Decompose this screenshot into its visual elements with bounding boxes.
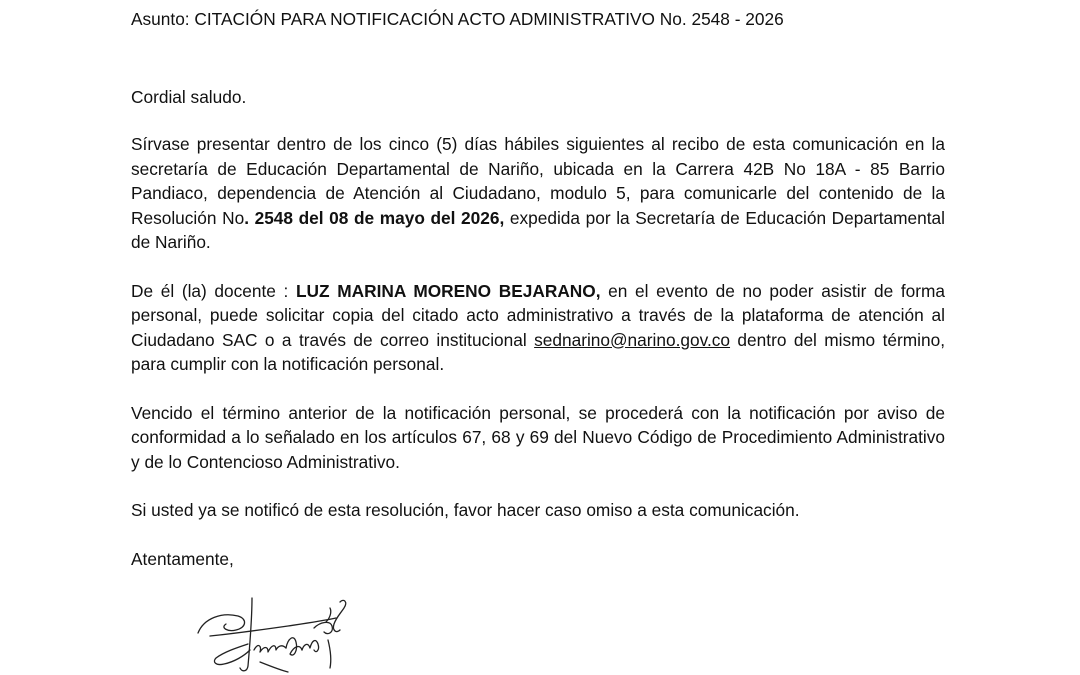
subject-line: Asunto: CITACIÓN PARA NOTIFICACIÓN ACTO ADMINISTRATIVO No. 2548 - 2026 — [131, 9, 784, 29]
paragraph-citation-text-1: Sírvase presentar dentro de los cinco (5) días hábiles siguientes al recibo de esta comunicación en la secretaría de Educación Departamental de Nariño, ubicada en la Carrera 42B No 18A - 85 Barrio Pandiaco, dependencia de Atención al Ciudadano, modulo 5, para comunicarle del contenido de la Resolución No — [131, 134, 945, 228]
paragraph-citation — [131, 132, 945, 255]
paragraph-recipient — [131, 279, 945, 377]
handwritten-signature — [190, 588, 360, 675]
letter-body — [131, 7, 945, 571]
greeting: Cordial saludo. — [131, 86, 247, 107]
paragraph-ignore: Si usted ya se notificó de esta resolución, favor hacer caso omiso a esta comunicación. — [131, 500, 800, 520]
paragraph-citation-text-2: expedida por la Secretaría de Educación Departamental de Nariño. — [131, 207, 946, 252]
recipient-name: LUZ MARINA MORENO BEJARANO, — [296, 280, 601, 301]
closing: Atentamente, — [131, 548, 234, 569]
resolution-reference: . 2548 del 08 de mayo del 2026, — [244, 207, 505, 228]
paragraph-recipient-text-3: dentro del mismo término, para cumplir con la notificación personal. — [131, 329, 945, 374]
email-link[interactable]: sednarino@narino.gov.co — [534, 329, 731, 350]
paragraph-recipient-text-2: en el evento de no poder asistir de forma personal, puede solicitar copia del citado acto administrativo a través de la plataforma de atención al Ciudadano SAC o a través de correo institucional — [131, 280, 945, 350]
paragraph-recipient-text-1: De él (la) docente : — [131, 280, 296, 301]
paragraph-deadline: Vencido el término anterior de la notificación personal, se procederá con la notificación por aviso de conformidad a lo señalado en los artículos 67, 68 y 69 del Nuevo Código de Procedimiento Administrativo y de lo Contencioso Administrativo. — [131, 402, 945, 472]
